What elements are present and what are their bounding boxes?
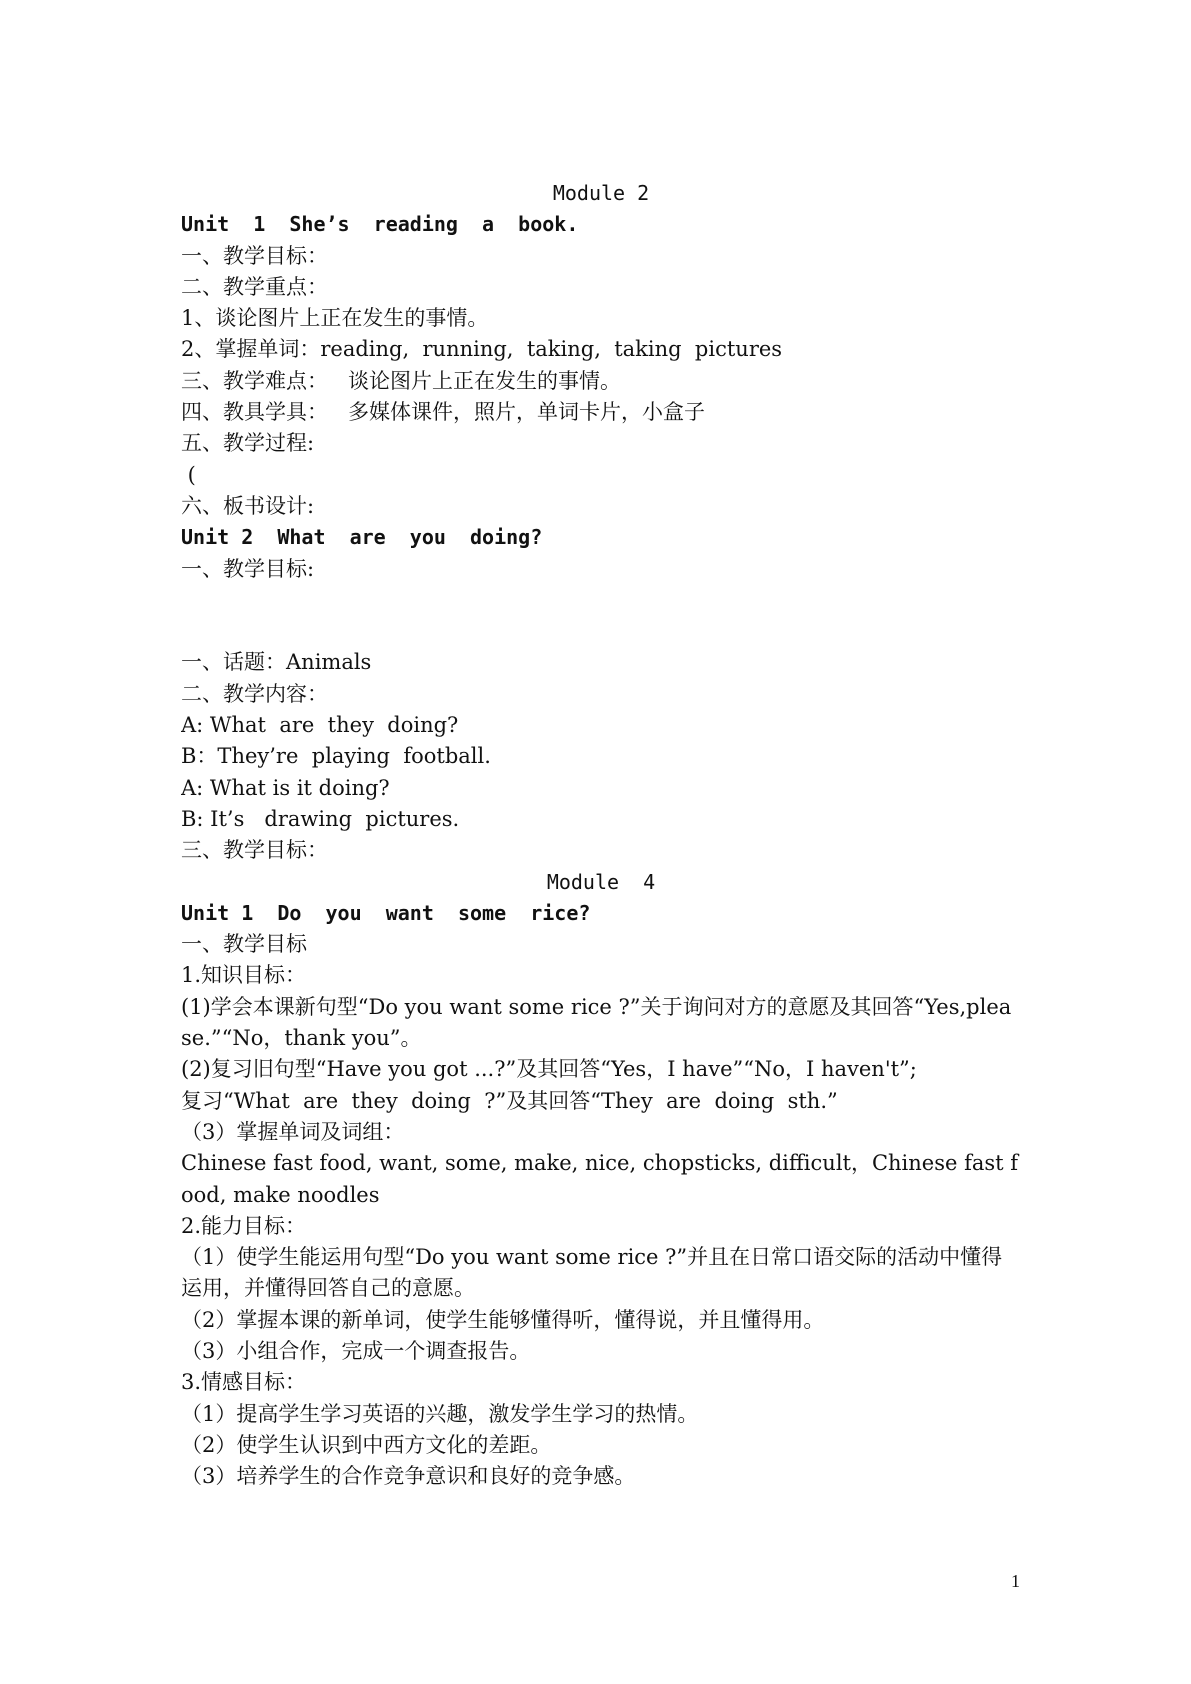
unit-1-title: Unit 1 She’s reading a book.	[181, 212, 579, 237]
emotional-goal-2: （2）使学生认识到中西方文化的差距。	[181, 1432, 552, 1457]
module-4-goals-heading: 一、教学目标	[181, 932, 307, 957]
knowledge-goal-review: 复习“What are they doing ?”及其回答“They are doing sth.”	[181, 1088, 838, 1113]
board-design-heading: 六、板书设计:	[181, 493, 315, 518]
key-point-1: 1、谈论图片上正在发生的事情。	[181, 306, 489, 331]
dialogue-line-1: A: What are they doing?	[181, 713, 459, 738]
teaching-content-heading: 二、教学内容：	[181, 681, 328, 706]
knowledge-goal-2: (2)复习旧句型“Have you got ...?”及其回答“Yes，I have”“No，I haven't”;	[181, 1057, 917, 1082]
unit-2-title: Unit 2 What are you doing?	[181, 525, 543, 550]
ability-goals-heading: 2.能力目标：	[181, 1213, 307, 1238]
knowledge-goal-1: (1)学会本课新句型“Do you want some rice ?”关于询问对方的意愿及其回答“Yes,please.”“No，thank you”。	[181, 994, 1012, 1051]
teaching-difficulty: 三、教学难点： 谈论图片上正在发生的事情。	[181, 368, 622, 393]
ability-goal-2: （2）掌握本课的新单词，使学生能够懂得听，懂得说，并且懂得用。	[181, 1307, 825, 1332]
key-point-2: 2、掌握单词：reading, running, taking, taking pictures	[181, 337, 783, 362]
teaching-key-points-heading: 二、教学重点：	[181, 274, 328, 299]
knowledge-goals-heading: 1.知识目标：	[181, 963, 307, 988]
module-4-title: Module 4	[546, 869, 656, 894]
page-number: 1	[1011, 1571, 1020, 1591]
document-body	[181, 178, 1021, 1492]
vocabulary-list: Chinese fast food, want, some, make, nice, chopsticks, difficult，Chinese fast food, make noodles	[181, 1151, 1019, 1207]
dialogue-line-3: A: What is it doing?	[181, 775, 390, 800]
teaching-goals-heading: 一、教学目标：	[181, 243, 328, 268]
dialogue-line-2: B：They’re playing football.	[181, 744, 491, 769]
teaching-materials: 四、教具学具： 多媒体课件，照片，单词卡片，小盒子	[181, 400, 706, 425]
dialogue-line-4: B: It’s drawing pictures.	[181, 806, 460, 831]
ability-goal-3: （3）小组合作，完成一个调查报告。	[181, 1338, 531, 1363]
unit-2-goals-heading: 一、教学目标:	[181, 556, 315, 581]
ability-goal-1: （1）使学生能运用句型“Do you want some rice ?”并且在日常口语交际的活动中懂得运用，并懂得回答自己的意愿。	[181, 1245, 1003, 1301]
knowledge-goal-3: （3）掌握单词及词组：	[181, 1119, 405, 1144]
animals-goals-heading: 三、教学目标：	[181, 838, 328, 863]
module-2-title: Module 2	[552, 181, 650, 205]
module-4-unit-1-title: Unit 1 Do you want some rice?	[181, 900, 591, 925]
topic-line: 一、话题：Animals	[181, 650, 372, 675]
emotional-goal-3: （3）培养学生的合作竞争意识和良好的竞争感。	[181, 1464, 636, 1489]
emotional-goals-heading: 3.情感目标：	[181, 1370, 307, 1395]
blank-space	[181, 585, 1021, 648]
teaching-process-heading: 五、教学过程:	[181, 431, 315, 456]
emotional-goal-1: （1）提高学生学习英语的兴趣，激发学生学习的热情。	[181, 1401, 699, 1426]
teaching-process-content: (	[181, 462, 196, 487]
